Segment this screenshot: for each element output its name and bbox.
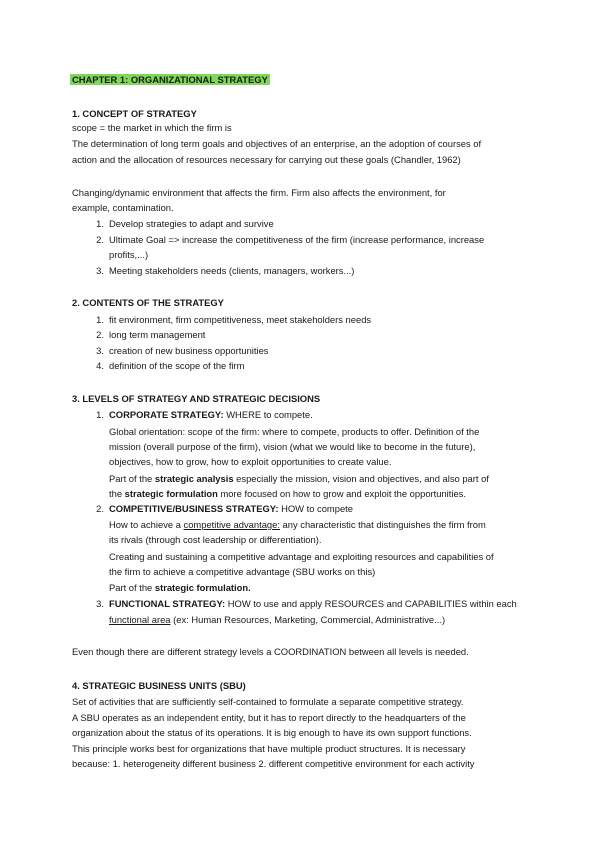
coordination-note: Even though there are different strategy levels a COORDINATION between all levels is needed.: [72, 646, 469, 657]
list-text: creation of new business opportunities: [109, 345, 269, 356]
chapter-title: [72, 74, 270, 86]
text-run: (ex: Human Resources, Marketing, Commercial, Administrative...): [170, 614, 446, 625]
list-text: long term management: [109, 329, 206, 340]
list-number: 3.: [96, 265, 104, 276]
corporate-strategy-subtitle: WHERE to compete.: [226, 409, 313, 420]
sbu-paragraph-line: A SBU operates as an independent entity, but it has to report directly to the headquarters of the: [72, 712, 466, 723]
list-number: 1.: [96, 409, 104, 420]
list-number: 2.: [96, 234, 104, 245]
business-strategy-subtitle: HOW to compete: [281, 503, 353, 514]
list-number: 2.: [96, 503, 104, 514]
business-strategy-title: COMPETITIVE/BUSINESS STRATEGY:: [109, 503, 279, 514]
section-2-heading: 2. CONTENTS OF THE STRATEGY: [72, 297, 224, 308]
competitive-advantage-term: competitive advantage:: [183, 519, 280, 530]
list-item-continuation: profits,...): [109, 249, 149, 260]
strategic-formulation-term: strategic formulation: [124, 488, 218, 499]
business-part-line: [109, 582, 251, 594]
environment-paragraph-line-1: Changing/dynamic environment that affects the firm. Firm also affects the environment, for: [72, 187, 446, 198]
corporate-part-line-1: [109, 473, 489, 485]
text-run: Part of the: [109, 473, 155, 484]
chandler-definition-line-2: action and the allocation of resources necessary for carrying out these goals (Chandler, 1962): [72, 154, 461, 165]
corporate-text-line-2: mission (overall purpose of the firm), vision (what we would like to become in the future),: [109, 441, 476, 452]
text-run: How to achieve a: [109, 519, 184, 530]
text-run: more focused on how to grow and exploit the opportunities.: [217, 488, 466, 499]
strategic-analysis-term: strategic analysis: [154, 473, 234, 484]
section-3-heading: 3. LEVELS OF STRATEGY AND STRATEGIC DECISIONS: [72, 393, 321, 404]
corporate-strategy-title: CORPORATE STRATEGY:: [109, 409, 224, 420]
corporate-text-line-3: objectives, how to grow, how to exploit opportunities to create value.: [109, 456, 392, 467]
section-1-heading: 1. CONCEPT OF STRATEGY: [72, 108, 197, 119]
list-number: 4.: [96, 360, 104, 371]
sbu-paragraph-line: because: 1. heterogeneity different business 2. different competitive environment for each activity: [72, 758, 475, 769]
text-run: the: [109, 488, 125, 499]
list-text: definition of the scope of the firm: [109, 360, 245, 371]
corporate-part-line-2: [109, 488, 466, 500]
list-number: 2.: [96, 329, 104, 340]
corporate-text-line-1: Global orientation: scope of the firm: where to compete, products to offer. Definition of the: [109, 426, 480, 437]
functional-strategy-title: FUNCTIONAL STRATEGY:: [109, 598, 226, 609]
chandler-definition-line-1: The determination of long term goals and objectives of an enterprise, an the adoption of courses of: [72, 138, 482, 149]
text-run: any characteristic that distinguishes the firm from: [279, 519, 486, 530]
environment-paragraph-line-2: example, contamination.: [72, 202, 174, 213]
list-text: Develop strategies to adapt and survive: [109, 218, 274, 229]
text-run: especially the mission, vision and objectives, and also part of: [233, 473, 489, 484]
sbu-paragraph-line: Set of activities that are sufficiently self-contained to formulate a separate competitive strategy.: [72, 696, 464, 707]
functional-text-line-1: [109, 614, 445, 626]
list-text: Ultimate Goal => increase the competitiveness of the firm (increase performance, increase: [109, 234, 485, 245]
sbu-paragraph-line: This principle works best for organizations that have multiple product structures. It is necessary: [72, 743, 466, 754]
list-number: 1.: [96, 218, 104, 229]
business-text-line-2: its rivals (through cost leadership or differentiation).: [109, 534, 322, 545]
business-text-line-3: Creating and sustaining a competitive advantage and exploiting resources and capabilities of: [109, 551, 494, 562]
scope-definition: scope = the market in which the firm is: [72, 122, 232, 133]
business-text-line-4: the firm to achieve a competitive advantage (SBU works on this): [109, 566, 376, 577]
section-4-heading: 4. STRATEGIC BUSINESS UNITS (SBU): [72, 680, 246, 691]
business-text-line-1: [109, 519, 486, 531]
list-text: fit environment, firm competitiveness, meet stakeholders needs: [109, 314, 372, 325]
list-number: 3.: [96, 598, 104, 609]
sbu-paragraph-line: organization about the status of its operations. It is big enough to have its own support functions.: [72, 727, 472, 738]
strategic-formulation-term: strategic formulation.: [154, 582, 251, 593]
text-run: Part of the: [109, 582, 155, 593]
list-number: 3.: [96, 345, 104, 356]
list-text: Meeting stakeholders needs (clients, managers, workers...): [109, 265, 355, 276]
chapter-title-highlight: CHAPTER 1: ORGANIZATIONAL STRATEGY: [72, 74, 268, 85]
functional-area-term: functional area: [109, 614, 171, 625]
list-number: 1.: [96, 314, 104, 325]
functional-strategy-subtitle: HOW to use and apply RESOURCES and CAPABILITIES within each: [227, 598, 517, 609]
